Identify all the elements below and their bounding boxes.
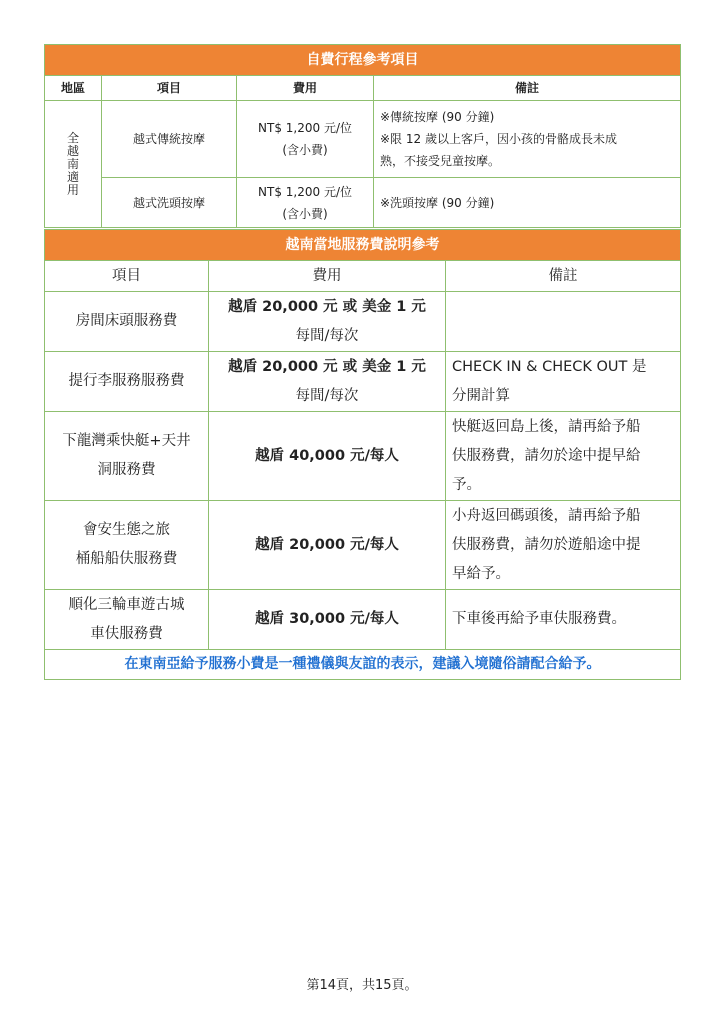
- region-char: 用: [66, 182, 79, 197]
- region-char: 越: [66, 143, 79, 158]
- item-cell: 越式洗頭按摩: [102, 178, 237, 228]
- service-fee-table: [44, 229, 681, 680]
- item-cell: 越式傳統按摩: [102, 101, 237, 178]
- note-line: ※傳統按摩 (90 分鐘): [380, 110, 495, 124]
- cost-value: 越盾 20,000 元/每人: [255, 536, 399, 553]
- cost-value: NT$ 1,200 元/位: [258, 184, 352, 199]
- note-cell: [446, 292, 681, 352]
- note-cell: [374, 101, 681, 178]
- cost-cell: [209, 501, 446, 590]
- note-cell: [374, 178, 681, 228]
- table-row: [45, 292, 681, 352]
- item-line: 順化三輪車遊古城: [68, 596, 185, 613]
- item-line: 桶船船伕服務費: [75, 551, 178, 567]
- region-char: 全: [66, 130, 79, 145]
- note-line: 下車後再給予車伕服務費。: [452, 611, 626, 627]
- service-fee-title: 越南當地服務費說明參考: [45, 230, 681, 261]
- cost-sub: 每間/每次: [295, 387, 359, 404]
- item-cell: [45, 292, 209, 352]
- note-cell: [446, 412, 681, 501]
- note-line: 予。: [452, 476, 481, 493]
- table-row: [45, 178, 681, 228]
- note-line: 伕服務費，請勿於遊船途中提: [452, 536, 641, 553]
- footer-note-row: [45, 650, 681, 680]
- item-line: 下龍灣乘快艇+天井: [62, 433, 191, 449]
- header-note: 備註: [446, 261, 681, 292]
- table-row: [45, 352, 681, 412]
- region-char: 適: [66, 169, 79, 184]
- cost-cell: [237, 101, 374, 178]
- item-cell: [45, 590, 209, 650]
- cost-cell: [209, 352, 446, 412]
- cost-value: NT$ 1,200 元/位: [258, 121, 352, 135]
- note-line: CHECK IN & CHECK OUT 是: [452, 358, 647, 375]
- note-cell: [446, 352, 681, 412]
- note-cell: [446, 501, 681, 590]
- item-line: 提行李服務服務費: [68, 373, 185, 389]
- item-line: 房間床頭服務費: [75, 313, 178, 329]
- cost-sub: (含小費): [282, 143, 328, 157]
- region-cell: [45, 101, 102, 228]
- cost-cell: [237, 178, 374, 228]
- header-cost: 費用: [209, 261, 446, 292]
- cost-cell: [209, 292, 446, 352]
- header-note: 備註: [374, 76, 681, 101]
- cost-sub: 每間/每次: [295, 327, 359, 344]
- optional-tours-header-row: [45, 76, 681, 101]
- tipping-etiquette-note: 在東南亞給予服務小費是一種禮儀與友誼的表示，建議入境隨俗請配合給予。: [45, 650, 681, 680]
- item-cell: [45, 352, 209, 412]
- service-fee-title-row: [45, 230, 681, 261]
- item-cell: [45, 501, 209, 590]
- cost-value: 越盾 20,000 元 或 美金 1 元: [228, 298, 426, 315]
- cost-cell: [209, 590, 446, 650]
- item-cell: [45, 412, 209, 501]
- header-item: 項目: [102, 76, 237, 101]
- cost-value: 越盾 40,000 元/每人: [255, 447, 399, 464]
- header-item: 項目: [45, 261, 209, 292]
- item-line: 洞服務費: [97, 462, 156, 478]
- cost-cell: [209, 412, 446, 501]
- service-fee-header-row: [45, 261, 681, 292]
- optional-tours-table: [44, 44, 681, 228]
- note-line: 快艇返回島上後，請再給予船: [452, 418, 641, 435]
- page-number: 第14頁，共15頁。: [306, 978, 418, 993]
- note-line: 小舟返回碼頭後，請再給予船: [452, 507, 641, 524]
- note-line: 分開計算: [452, 387, 510, 404]
- cost-value: 越盾 30,000 元/每人: [255, 611, 399, 627]
- optional-tours-title: 自費行程參考項目: [45, 45, 681, 76]
- table-row: [45, 412, 681, 501]
- region-char: 南: [66, 156, 79, 171]
- note-cell: [446, 590, 681, 650]
- cost-value: 越盾 20,000 元 或 美金 1 元: [228, 358, 426, 375]
- header-region: 地區: [45, 76, 102, 101]
- item-line: 車伕服務費: [90, 625, 163, 642]
- table-row: [45, 101, 681, 178]
- table-row: [45, 590, 681, 650]
- note-line: 熟，不接受兒童按摩。: [380, 154, 501, 168]
- item-line: 會安生態之旅: [83, 522, 170, 538]
- note-line: 伕服務費，請勿於途中提早給: [452, 447, 641, 464]
- note-line: ※洗頭按摩 (90 分鐘): [380, 195, 495, 210]
- optional-tours-title-row: [45, 45, 681, 76]
- header-cost: 費用: [237, 76, 374, 101]
- table-row: [45, 501, 681, 590]
- note-line: ※限 12 歲以上客戶，因小孩的骨骼成長未成: [380, 132, 617, 146]
- note-line: 早給予。: [452, 565, 510, 582]
- cost-sub: (含小費): [282, 206, 328, 221]
